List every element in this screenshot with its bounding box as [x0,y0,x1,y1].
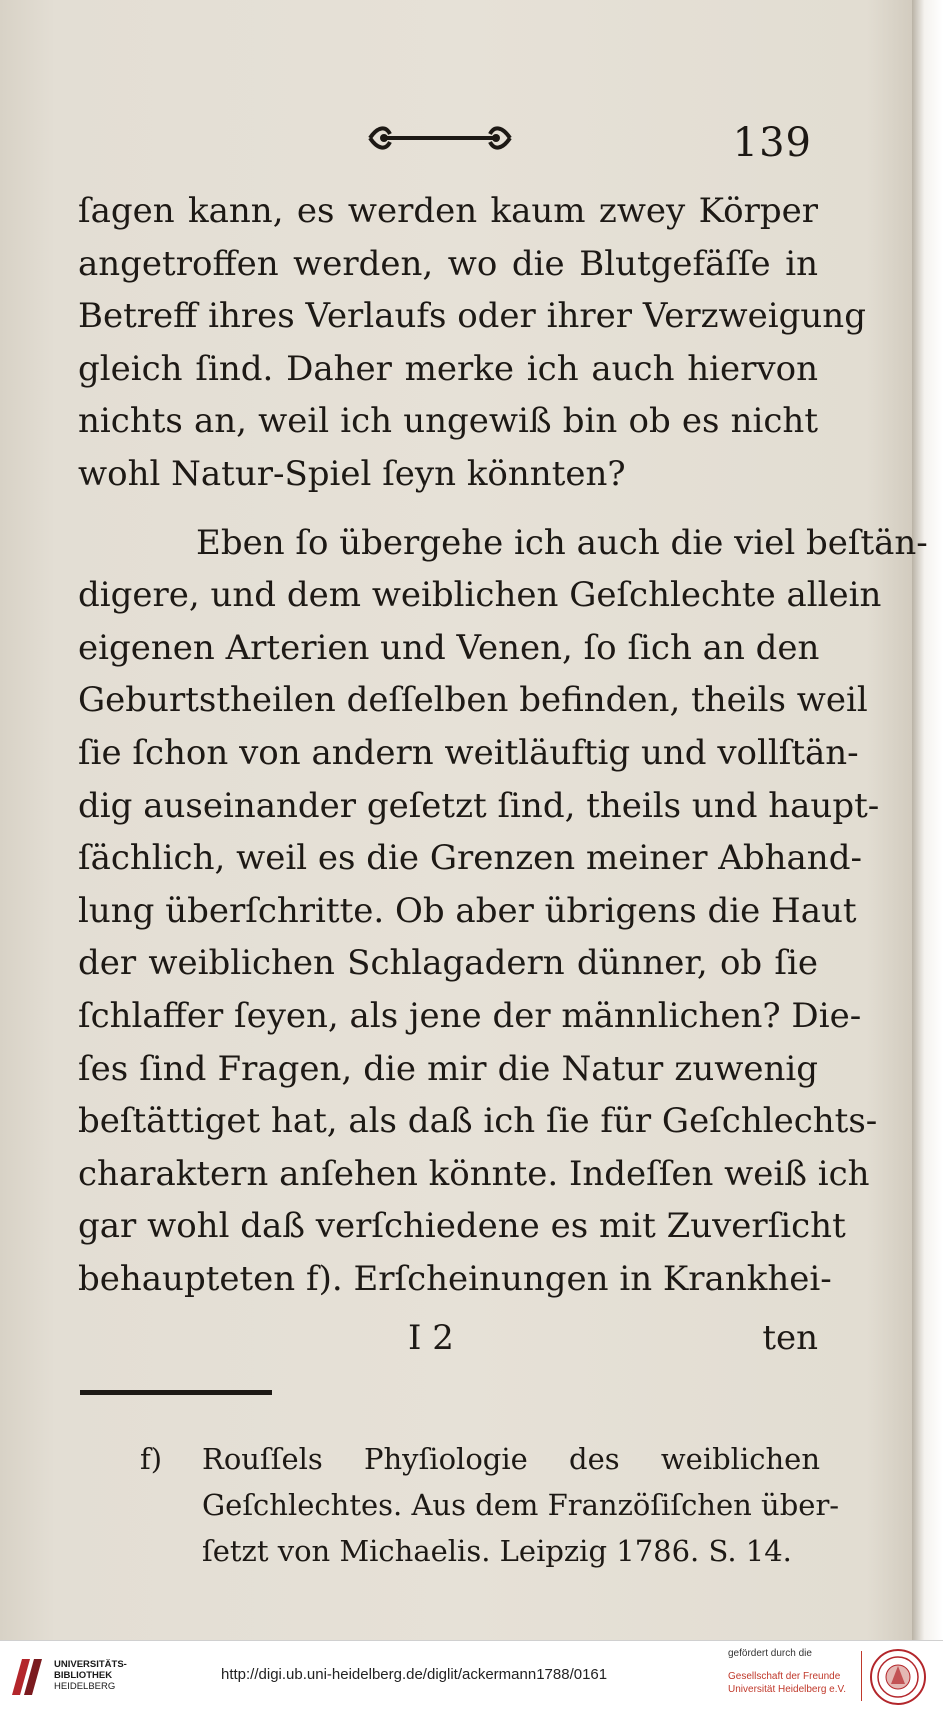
footer-divider [861,1651,862,1701]
text-line: lung überſchritte. Ob aber übrigens die Haut [78,890,857,931]
footnote-line: ſetzt von Michaelis. Leipzig 1786. S. 14. [202,1534,792,1568]
library-logo-icon[interactable] [8,1651,48,1701]
text-line: ſie ſchon von andern weitläuftig und vollſtän- [78,732,859,773]
text-line: nichts an, weil ich ungewiß bin ob es nicht [78,401,818,442]
text-line: ſchlaffer ſeyen, als jene der männlichen? Die- [78,995,862,1036]
text-line: ſagen kann, es werden kaum zwey Körper [78,191,818,231]
paragraph-2 [78,517,928,1306]
text-line: charaktern anſehen könnte. Indeſſen weiß ich [78,1153,870,1194]
footnote-line: Rouſſels Phyſiologie des weiblichen [202,1442,820,1476]
paragraph-1 [78,185,866,501]
footnote-mark: f) [140,1442,163,1476]
text-line: beſtättiget hat, als daß ich ſie für Geſchlechts- [78,1101,878,1142]
text-line: gar wohl daß verſchiedene es mit Zuverſicht [78,1206,846,1247]
sponsor-block[interactable] [728,1647,858,1696]
footnote-body [202,1436,840,1574]
text-line: Geburtstheilen deſſelben befinden, theils weil [78,680,868,721]
signature-mark: I 2 [408,1318,454,1358]
text-line: ſächlich, weil es die Grenzen meiner Abhand- [78,838,862,879]
text-line: gleich ſind. Daher merke ich auch hiervon [78,348,818,389]
sponsor-name-line: Universität Heidelberg e.V. [728,1684,847,1695]
permalink-url[interactable]: http://digi.ub.uni-heidelberg.de/diglit/ackermann1788/0161 [221,1666,608,1683]
text-line: Betreff ihres Verlaufs oder ihrer Verzweigung [78,296,866,337]
sponsor-intro: gefördert durch die [728,1648,812,1659]
text-line: angetroffen werden, wo die Blutgefäſſe in [78,243,818,284]
signature-row [78,1318,818,1368]
text-line: ſes ſind Fragen, die mir die Natur zuwenig [78,1048,818,1089]
library-name-line: HEIDELBERG [54,1681,116,1692]
text-line: eigenen Arterien und Venen, ſo ſich an den [78,627,820,668]
university-seal-icon [869,1648,927,1706]
page-header [0,110,922,170]
library-name[interactable] [54,1659,127,1692]
page-number: 139 [732,120,812,166]
footnote-rule [80,1390,272,1395]
text-line: wohl Natur-Spiel ſeyn könnten? [78,453,626,494]
text-line: digere, und dem weiblichen Geſchlechte allein [78,575,882,616]
text-line: Eben ſo übergehe ich auch die viel beſtän- [196,522,928,563]
text-line: der weiblichen Schlagadern dünner, ob ſie [78,943,818,984]
footnote [140,1436,840,1574]
library-name-line: BIBLIOTHEK [54,1670,113,1681]
viewer-footer [0,1640,943,1710]
sponsor-name-line: Gesellschaft der Freunde [728,1671,841,1682]
footnote-line: Geſchlechtes. Aus dem Franzöſiſchen über- [202,1488,840,1522]
text-line: behaupteten f). Erſcheinungen in Krankhei- [78,1258,832,1299]
library-name-line: UNIVERSITÄTS- [54,1659,127,1670]
page-edge [912,0,943,1640]
text-line: dig auseinander geſetzt ſind, theils und haupt- [78,785,880,826]
ornament-icon [360,118,520,158]
catchword: ten [762,1318,818,1358]
body-text [78,185,928,1305]
